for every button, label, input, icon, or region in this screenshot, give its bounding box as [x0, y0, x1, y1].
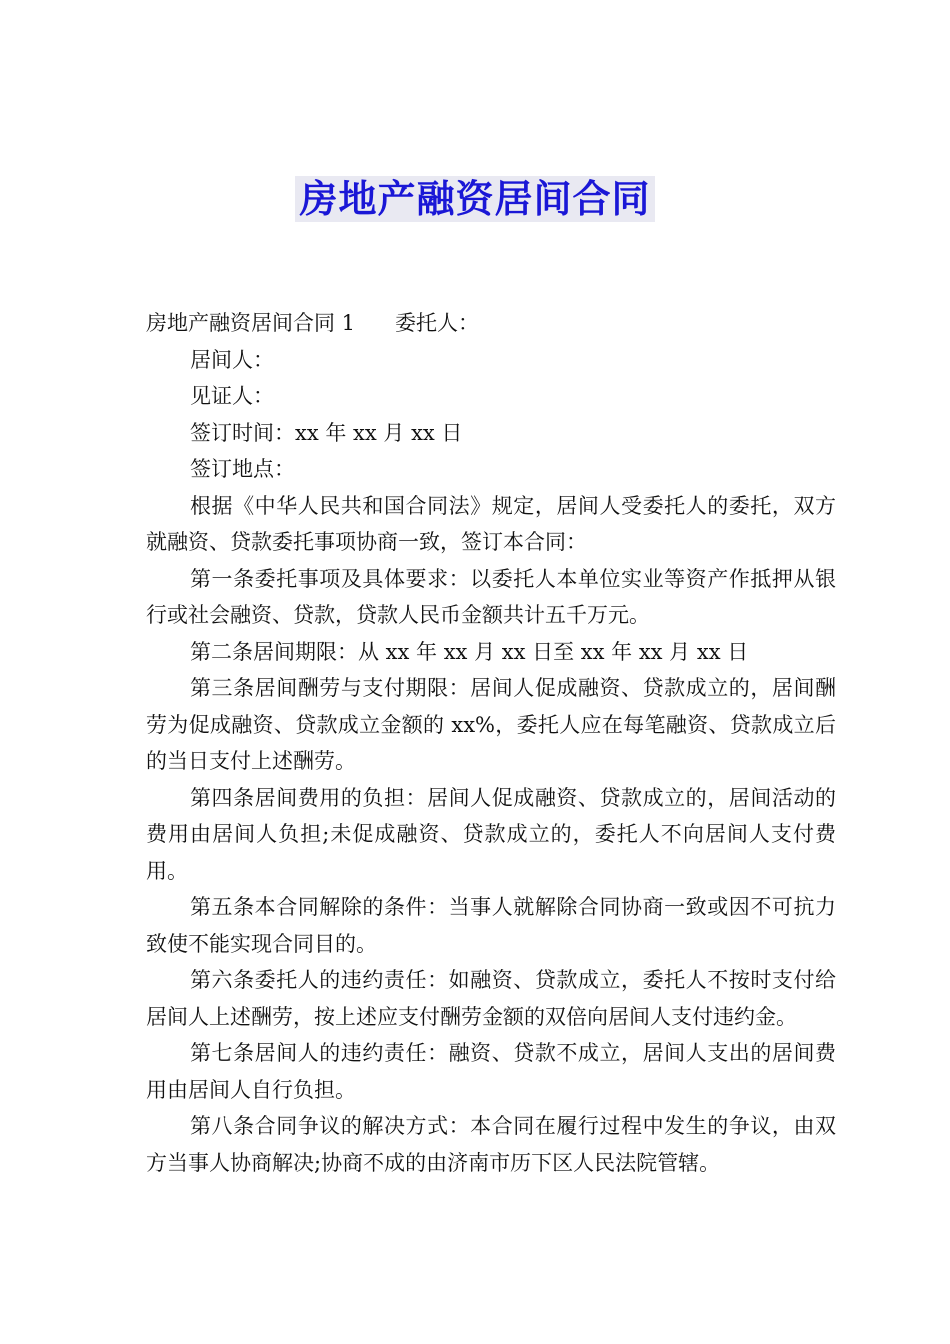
paragraph-preamble: 根据《中华人民共和国合同法》规定，居间人受委托人的委托，双方就融资、贷款委托事项协商一致，签订本合同： [146, 493, 836, 554]
paragraph-article-7: 第七条居间人的违约责任：融资、贷款不成立，居间人支出的居间费用由居间人自行负担。 [146, 1041, 836, 1102]
intro-heading: 房地产融资居间合同 1 [146, 311, 356, 335]
paragraph-article-4: 第四条居间费用的负担：居间人促成融资、贷款成立的，居间活动的费用由居间人负担;未促成融资、贷款成立的，委托人不向居间人支付费用。 [146, 785, 836, 883]
paragraph-witness: 见证人： [190, 384, 274, 408]
paragraph-article-8: 第八条合同争议的解决方式：本合同在履行过程中发生的争议，由双方当事人协商解决;协商不成的由济南市历下区人民法院管辖。 [146, 1114, 836, 1175]
paragraph-article-1: 第一条委托事项及具体要求：以委托人本单位实业等资产作抵押从银行或社会融资、贷款，贷款人民币金额共计五千万元。 [146, 566, 836, 627]
paragraph-article-6: 第六条委托人的违约责任：如融资、贷款成立，委托人不按时支付给居间人上述酬劳，按上述应支付酬劳金额的双倍向居间人支付违约金。 [146, 968, 836, 1029]
title-container [0, 176, 950, 222]
document-title: 房地产融资居间合同 [295, 176, 654, 222]
paragraph-article-2: 第二条居间期限：从 xx 年 xx 月 xx 日至 xx 年 xx 月 xx 日 [190, 639, 749, 664]
intro-client-label: 委托人： [395, 311, 480, 335]
paragraph-article-5: 第五条本合同解除的条件：当事人就解除合同协商一致或因不可抗力致使不能实现合同目的。 [146, 895, 836, 956]
paragraph-signing-date: 签订时间：xx 年 xx 月 xx 日 [190, 420, 463, 445]
document-body [146, 305, 836, 1181]
intro-line [146, 305, 836, 342]
paragraph-intermediary: 居间人： [190, 347, 274, 372]
paragraph-article-3: 第三条居间酬劳与支付期限：居间人促成融资、贷款成立的，居间酬劳为促成融资、贷款成立金额的 xx%，委托人应在每笔融资、贷款成立后的当日支付上述酬劳。 [146, 676, 836, 773]
paragraph-signing-place: 签订地点： [190, 457, 295, 481]
